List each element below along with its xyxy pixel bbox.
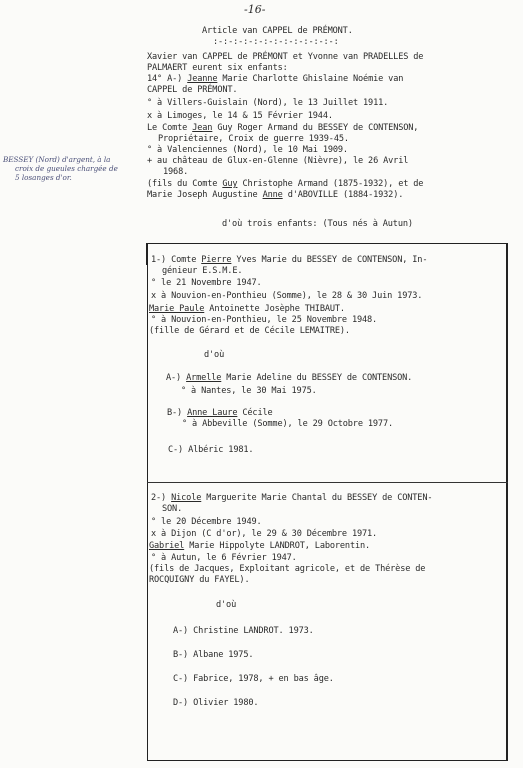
- spouse-names: Guy Roger Armand du BESSEY de CONTENSON,: [212, 123, 419, 133]
- child2-line-2: SON.: [162, 504, 183, 514]
- child-number: 14° A-): [147, 74, 188, 84]
- article-title: Article van CAPPEL de PRÉMONT.: [202, 26, 353, 36]
- spouse-birth: ° à Valenciennes (Nord), le 10 Mai 1909.: [147, 145, 348, 155]
- child1-spouse-birth: ° à Nouvion-en-Ponthieu, le 25 Novembre 1948.: [151, 315, 378, 325]
- grandchild-fabrice: C-) Fabrice, 1978, + en bas âge.: [173, 674, 334, 684]
- child2-spouse-parents-1: (fils de Jacques, Exploitant agricole, et de Thérèse de: [149, 564, 426, 574]
- child1-occupation: génieur E.S.M.E.: [162, 266, 243, 276]
- child1-marriage: x à Nouvion-en-Ponthieu (Somme), le 28 & 30 Juin 1973.: [151, 291, 423, 301]
- spouse-death-2: 1968.: [163, 167, 189, 177]
- child2-birth: ° le 20 Décembre 1949.: [151, 517, 262, 527]
- spouse-occupation: Propriétaire, Croix de guerre 1939-45.: [158, 134, 349, 144]
- child1-spouse: [149, 304, 345, 315]
- grandchild-names: Cécile: [237, 408, 273, 418]
- grandchild-first-name: Anne Laure: [187, 408, 238, 418]
- grandchild-christine: A-) Christine LANDROT. 1973.: [173, 626, 314, 636]
- spouse-first-name: Jean: [192, 123, 213, 133]
- child-first-name: Jeanne: [187, 74, 218, 84]
- margin-note-line-1: BESSEY (Nord) d'argent, à la: [3, 155, 111, 164]
- grandchild-first-name: Armelle: [186, 373, 222, 383]
- frame-mark: [146, 243, 147, 265]
- intro-line-2: PALMAERT eurent six enfants:: [147, 63, 288, 73]
- child2-line: [151, 493, 432, 504]
- margin-note-line-2: croix de gueules chargée de: [15, 164, 118, 173]
- parents-text: (fils du Comte: [147, 179, 223, 189]
- child-names: Marguerite Marie Chantal du BESSEY de CONTEN-: [201, 493, 433, 503]
- child2-spouse-birth: ° à Autun, le 6 Février 1947.: [151, 553, 297, 563]
- title-rule: :-:-:-:-:-:-:-:-:-:-:-:-:: [213, 37, 339, 47]
- spouse-first-name: Gabriel: [149, 541, 185, 551]
- grandchild-armelle-birth: ° à Nantes, le 30 Mai 1975.: [181, 386, 317, 396]
- grandchild-number: B-): [167, 408, 188, 418]
- frame-separator: [147, 482, 508, 483]
- child-number: 1-) Comte: [151, 255, 202, 265]
- spouse-death-1: + au château de Glux-en-Glenne (Nièvre), le 26 Avril: [147, 156, 409, 166]
- grandchild-anne-laure: [167, 408, 273, 419]
- child-jeanne-marriage: x à Limoges, le 14 & 15 Février 1944.: [147, 111, 333, 121]
- grandchild-number: A-): [166, 373, 187, 383]
- page-number: -16-: [244, 3, 266, 16]
- grandchild-olivier: D-) Olivier 1980.: [173, 698, 259, 708]
- parents-text: d'ABOVILLE (1884-1932).: [282, 190, 404, 200]
- grandchild-armelle: [166, 373, 412, 384]
- parents-text: Marie Joseph Augustine: [147, 190, 263, 200]
- child-first-name: Pierre: [201, 255, 232, 265]
- spouse-names: Antoinette Josèphe THIBAUT.: [204, 304, 345, 314]
- spouse-parents-2: [147, 190, 403, 201]
- child1-spouse-parents: (fille de Gérard et de Cécile LEMAITRE).: [149, 326, 350, 336]
- grandchild-anne-laure-birth: ° à Abbeville (Somme), le 29 Octobre 1977.: [182, 419, 394, 429]
- child-names: Marie Charlotte Ghislaine Noémie van: [217, 74, 404, 84]
- children-intro: d'où trois enfants: (Tous nés à Autun): [222, 219, 413, 229]
- margin-note-line-3: 5 losanges d'or.: [15, 173, 72, 182]
- spouse-parents-1: [147, 179, 423, 190]
- grandchild-number: C-): [168, 445, 189, 455]
- child-jeanne-line: [147, 74, 403, 85]
- child2-spouse: [149, 541, 370, 552]
- child1-birth: ° le 21 Novembre 1947.: [151, 278, 262, 288]
- grandchild-albane: B-) Albane 1975.: [173, 650, 254, 660]
- child-first-name: Nicole: [171, 493, 202, 503]
- child-jeanne-surname: CAPPEL de PRÉMONT.: [147, 85, 238, 95]
- child-jeanne-birth: ° à Villers-Guislain (Nord), le 13 Juillet 1911.: [147, 98, 389, 108]
- grandchild-names: Albéric 1981.: [188, 445, 254, 455]
- child2-spouse-parents-2: ROCQUIGNY du FAYEL).: [149, 575, 250, 585]
- spouse-names: Marie Hippolyte LANDROT, Laborentin.: [184, 541, 371, 551]
- grandchild-names: Marie Adeline du BESSEY de CONTENSON.: [221, 373, 413, 383]
- spouse-title-prefix: Le Comte: [147, 123, 193, 133]
- child-names: Yves Marie du BESSEY de CONTENSON, In-: [231, 255, 428, 265]
- grandchild-alberic: [168, 445, 253, 456]
- parent-first-name: Anne: [262, 190, 283, 200]
- parent-first-name: Guy: [222, 179, 238, 189]
- spouse-line: [147, 123, 418, 134]
- child1-line: [151, 255, 427, 266]
- child2-marriage: x à Dijon (C d'or), le 29 & 30 Décembre 1971.: [151, 529, 378, 539]
- child2-dou: d'où: [216, 600, 237, 610]
- child-number: 2-): [151, 493, 172, 503]
- child1-dou: d'où: [204, 350, 225, 360]
- parents-text: Christophe Armand (1875-1932), et de: [237, 179, 424, 189]
- spouse-first-name: Marie Paule: [149, 304, 205, 314]
- intro-line-1: Xavier van CAPPEL de PRÉMONT et Yvonne van PRADELLES de: [147, 52, 424, 62]
